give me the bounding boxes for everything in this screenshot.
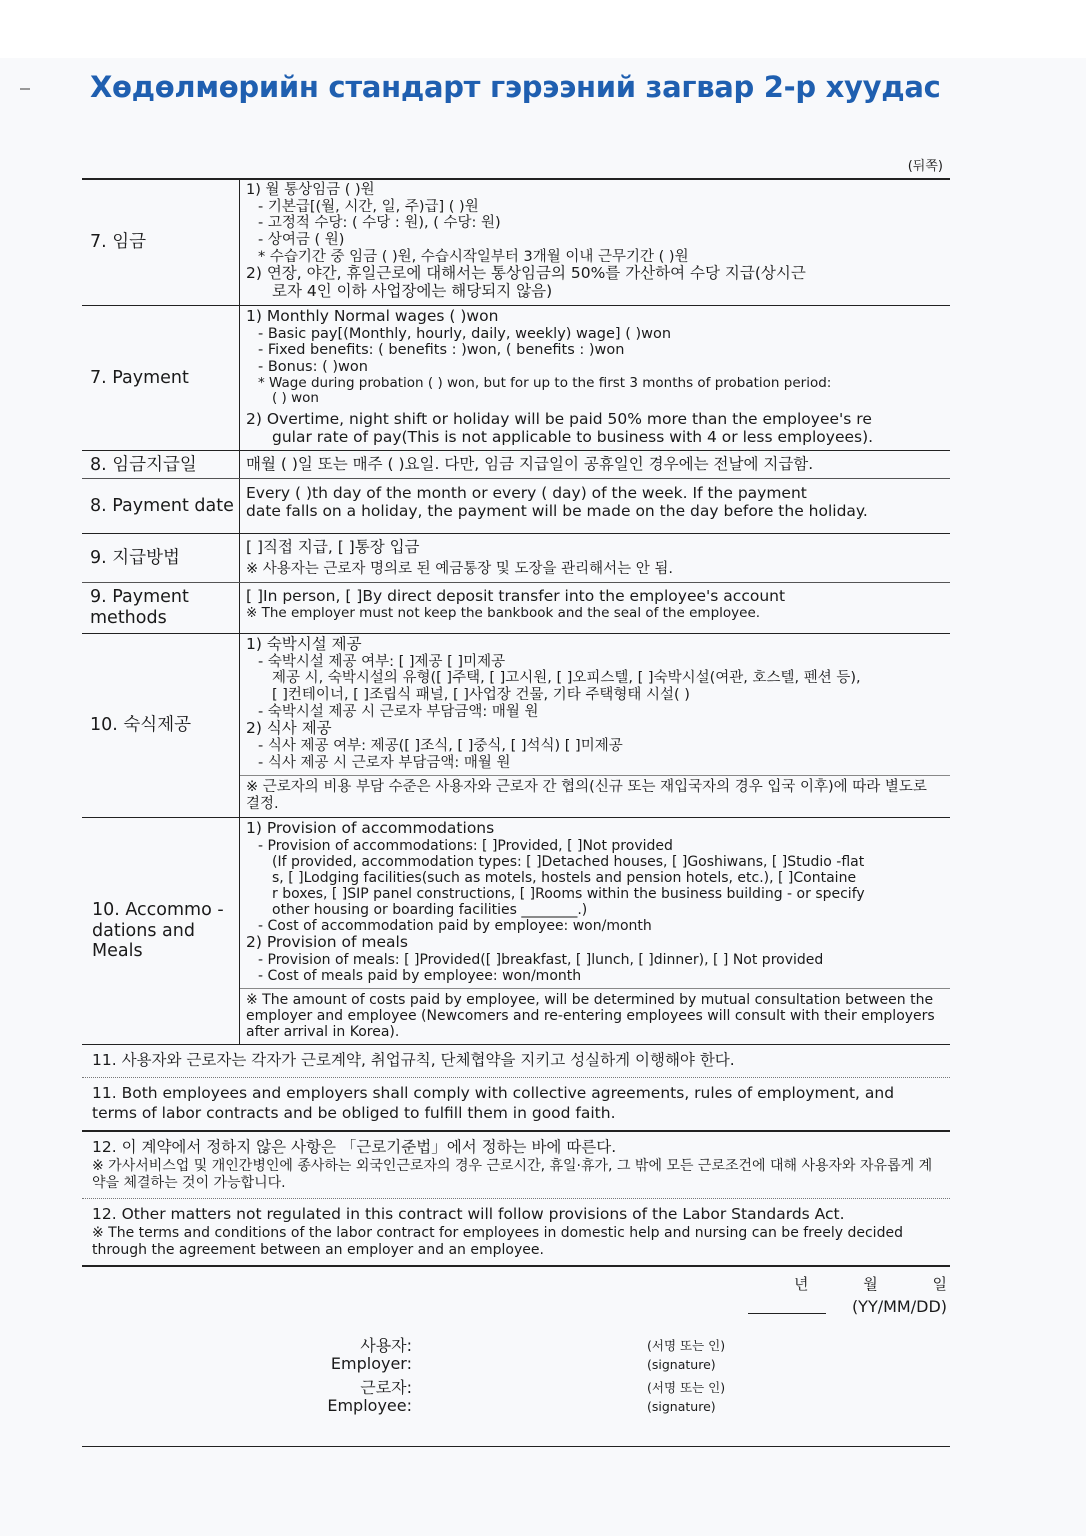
lodging-en-label: 10. Accommo -dations and Meals [82, 818, 240, 1045]
clause-12-en: 12. Other matters not regulated in this contract will follow provisions of the Labor Standards Act. [92, 1204, 845, 1223]
text-line: - Cost of meals paid by employee: won/month [258, 968, 582, 985]
wage-ko-content [240, 180, 950, 305]
text-line: 2) Overtime, night shift or holiday will be paid 50% more than the employee's re [246, 409, 872, 428]
text-line: - 숙박시설 제공 여부: [ ]제공 [ ]미제공 [258, 653, 506, 670]
wage-ko-label: 7. 임금 [82, 180, 240, 305]
pay-method-en-row [82, 583, 950, 634]
text-line: - 식사 제공 시 근로자 부담금액: 매월 원 [258, 754, 511, 771]
text-line: ※ The employer must not keep the bankbook and the seal of the employee. [246, 604, 761, 621]
text-line: other housing or boarding facilities ________.) [272, 901, 588, 918]
text-line: [ ]직접 지급, [ ]통장 입금 [246, 538, 420, 557]
date-ko-label: 년 월 일 [793, 1274, 947, 1293]
wage-ko-row [82, 180, 950, 306]
wage-en-label: 7. Payment [82, 306, 240, 450]
employer-signature-note [647, 1337, 725, 1375]
wage-en-content [240, 306, 950, 450]
clause-12-en-note: ※ The terms and conditions of the labor contract for employees in domestic help and nursing can be freely decided through the agreement between an employer and an employee. [92, 1224, 903, 1258]
employer-en-label: Employer: [330, 1354, 412, 1374]
text-line: - Provision of accommodations: [ ]Provided, [ ]Not provided [258, 837, 673, 854]
text-line: 1) Provision of accommodations [246, 818, 495, 837]
pay-method-en-label: 9. Payment methods [82, 583, 240, 633]
employee-signature-note [647, 1379, 725, 1417]
clause-12-ko-note: ※ 가사서비스업 및 개인간병인에 종사하는 외국인근로자의 경우 근로시간, 휴일·휴가, 그 밖에 모든 근로조건에 대해 사용자와 자유롭게 계약을 체결하는 것이 가능합니다. [92, 1157, 933, 1191]
contract-table [82, 178, 950, 1447]
text-line: - Bonus: ( )won [258, 359, 368, 376]
employee-note-en: (signature) [647, 1398, 716, 1414]
clause-12-ko-block [82, 1132, 950, 1199]
employee-note-ko: (서명 또는 인) [647, 1379, 726, 1395]
clause-12-ko: 12. 이 계약에서 정하지 않은 사항은 「근로기준법」에서 정하는 바에 따른다. [92, 1137, 617, 1156]
bottom-rule [82, 1446, 950, 1447]
employer-note-ko: (서명 또는 인) [647, 1337, 726, 1353]
lodging-ko-content [240, 634, 950, 817]
text-line: 1) 숙박시설 제공 [246, 634, 362, 653]
signature-area [82, 1267, 950, 1447]
text-line: 제공 시, 숙박시설의 유형([ ]주택, [ ]고시원, [ ]오피스텔, [ ]숙박시설(여관, 호스텔, 펜션 등), [272, 670, 861, 687]
employee-ko-label: 근로자: [360, 1377, 412, 1397]
text-line: - Basic pay[(Monthly, hourly, daily, weekly) wage] ( )won [258, 325, 672, 342]
text-line: gular rate of pay(This is not applicable to business with 4 or less employees). [272, 427, 874, 446]
text-line: [ ]컨테이너, [ ]조립식 패널, [ ]사업장 건물, 기타 주택형태 시설( ) [272, 686, 690, 703]
text-line: r boxes, [ ]SIP panel constructions, [ ]Rooms within the business building - or specify [272, 885, 865, 902]
date-format-label: (YY/MM/DD) [851, 1296, 947, 1316]
text-line: - 식사 제공 여부: 제공([ ]조식, [ ]중식, [ ]석식) [ ]미제공 [258, 738, 623, 755]
text-line: - Provision of meals: [ ]Provided([ ]breakfast, [ ]lunch, [ ]dinner), [ ] Not provided [258, 951, 824, 968]
text-line: - 숙박시설 제공 시 근로자 부담금액: 매월 원 [258, 703, 539, 720]
text-line: 2) 식사 제공 [246, 719, 332, 738]
text-line: Every ( )th day of the month or every ( day) of the week. If the payment [246, 484, 807, 503]
text-line: ( ) won [272, 390, 319, 407]
text-line: - 고정적 수당: ( 수당 : 원), ( 수당: 원) [258, 215, 501, 232]
clause-11-ko: 11. 사용자와 근로자는 각자가 근로계약, 취업규칙, 단체협약을 지키고 성실하게 이행해야 한다. [82, 1045, 950, 1078]
scan-mark [20, 88, 30, 90]
text-line: * Wage during probation ( ) won, but for up to the first 3 months of probation period: [258, 374, 832, 391]
text-line: * 수습기간 중 임금 ( )원, 수습시작일부터 3개월 이내 근무기간 ( )원 [258, 248, 689, 265]
text-line: 1) Monthly Normal wages ( )won [246, 306, 499, 325]
employer-label [312, 1337, 412, 1374]
clause-11-en: 11. Both employees and employers shall comply with collective agreements, rules of employment, and terms of labor contracts and be obliged to fulfill them in good faith. [82, 1078, 950, 1132]
text-line: - 상여금 ( 원) [258, 232, 345, 249]
text-line: 1) 월 통상임금 ( )원 [246, 182, 375, 198]
wage-en-row [82, 306, 950, 451]
page-title: Хөдөлмөрийн стандарт гэрээний загвар 2-р хуудас [90, 70, 941, 104]
lodging-ko-row [82, 634, 950, 818]
text-line: - Cost of accommodation paid by employee: won/month [258, 918, 652, 935]
text-line: date falls on a holiday, the payment will be made on the day before the holiday. [246, 502, 868, 521]
text-line: (If provided, accommodation types: [ ]Detached houses, [ ]Goshiwans, [ ]Studio -flat [272, 853, 865, 870]
date-blank-line [748, 1313, 826, 1314]
lodging-ko-label: 10. 숙식제공 [82, 634, 240, 817]
text-line: - Fixed benefits: ( benefits : )won, ( benefits : )won [258, 342, 625, 359]
pay-date-en-content [240, 479, 950, 533]
text-line: [ ]In person, [ ]By direct deposit transfer into the employee's account [246, 586, 786, 605]
pay-date-ko-label: 8. 임금지급일 [82, 451, 240, 478]
text-line: s, [ ]Lodging facilities(such as motels, hostels and pension hotels, etc.), [ ]Containe [272, 869, 857, 886]
clause-12-en-block [82, 1199, 950, 1267]
pay-method-ko-row [82, 534, 950, 582]
back-side-label: (뒤쪽) [907, 159, 943, 174]
employer-ko-label: 사용자: [360, 1335, 412, 1355]
pay-method-ko-content [240, 534, 950, 581]
lodging-en-row [82, 818, 950, 1046]
lodging-en-content [240, 818, 950, 1045]
pay-date-en-row [82, 479, 950, 534]
employee-en-label: Employee: [327, 1396, 412, 1416]
text-line: 2) 연장, 야간, 휴일근로에 대해서는 통상임금의 50%를 가산하여 수당 지급(상시근 [246, 264, 806, 283]
pay-method-ko-label: 9. 지급방법 [82, 534, 240, 581]
pay-method-en-content [240, 583, 950, 633]
pay-date-ko-row [82, 451, 950, 479]
lodging-en-note: ※ The amount of costs paid by employee, will be determined by mutual consultation between the employer and employee (Newcomers and re-entering employees will consult with their employers after arrival in Korea). [240, 988, 950, 1040]
pay-date-ko-content [240, 451, 950, 478]
employer-note-en: (signature) [647, 1356, 716, 1372]
pay-date-en-label: 8. Payment date [82, 479, 240, 533]
lodging-ko-note: ※ 근로자의 비용 부담 수준은 사용자와 근로자 간 협의(신규 또는 재입국자의 경우 입국 이후)에 따라 별도로 결정. [240, 775, 950, 812]
text-line: 2) Provision of meals [246, 933, 408, 952]
text-line: 매월 ( )일 또는 매주 ( )요일. 다만, 임금 지급일이 공휴일인 경우에는 전날에 지급함. [246, 455, 814, 474]
text-line: - 기본급[(월, 시간, 일, 주)급] ( )원 [258, 198, 479, 215]
text-line: ※ 사용자는 근로자 명의로 된 예금통장 및 도장을 관리해서는 안 됨. [246, 561, 674, 578]
employee-label [312, 1379, 412, 1416]
text-line: 로자 4인 이하 사업장에는 해당되지 않음) [272, 282, 553, 301]
